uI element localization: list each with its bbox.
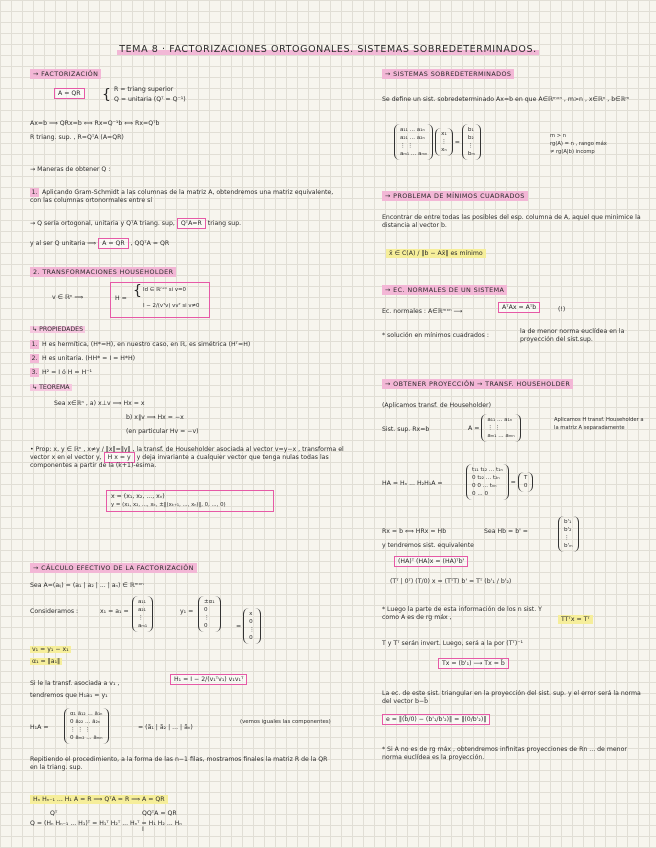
normales-triple: (!) xyxy=(558,306,566,313)
h1a-matrix: α₁ ã₁₂ ... ã₁ₙ 0 ã₂₂ ... ã₂ₙ ⋮ ⋮ ⋮ 0 ãₘ₂ ... ãₘₙ xyxy=(64,708,109,744)
b-matrix: b'₁ b'₂ ⋮ b'ₘ xyxy=(558,516,579,552)
eq-matrix: = x 0 ⋮ 0 xyxy=(236,608,261,644)
minimos-box: x̄ ∈ C(A) / ‖b − Ax̄‖ es mínimo xyxy=(386,250,486,258)
normales-line: Ec. normales : A∈ℝᵐˣⁿ ⟶ xyxy=(382,308,463,315)
teorema-title: ↳ TEOREMA xyxy=(32,384,70,391)
h1a-cols: = (ã₁ | ã₂ | ... | ãₙ) xyxy=(138,724,193,731)
sistemas-matrix: a₁₁ ... a₁ₙ a₂₁ ... a₂ₙ ⋮ ⋮ aₘ₁ ... aₘₙ x₁ ⋮ xₙ = b₁ b₂ ⋮ bₘ xyxy=(394,124,481,160)
prop-1: 1. H es hermítica, (H*=H), en nuestro caso, en ℝ, es simétrica (Hᵀ=H) xyxy=(31,341,251,348)
gram-line-2: → Q sería ortogonal, unitaria y QᵀA triang. sup, QᵀA=R triang sup. xyxy=(30,220,242,227)
i-mark: I xyxy=(142,826,144,833)
sea-hb: Sea Hb = b' = xyxy=(484,528,528,535)
ortogonal-header: → OBTENER PROYECCIÓN → TRANSF. HOUSEHOLDER xyxy=(382,380,573,388)
factorizacion-line-2: R triang. sup. , R=QᵀA (A=QR) xyxy=(30,134,124,141)
sistemas-note-3: ≠ rg(A|b) incomp xyxy=(550,149,595,155)
luego-note: * Luego la parte de esta información de los n sist. Y como A es de rg máx , xyxy=(382,606,542,621)
maneras-line: → Maneras de obtener Q : xyxy=(30,166,111,173)
ortogonal-p1: (Aplicamos transf. de Householder) xyxy=(382,402,491,409)
tt-eq: (Tᵀ | 0ᵀ) (T/0) x = (TᵀT) b' = Tᵀ (b'₁ / b'₂) xyxy=(390,578,512,585)
factorizacion-header: → FACTORIZACIÓN xyxy=(30,70,101,78)
h1-box: H₁ = I − 2/(v₁ᵀv₁) v₁v₁ᵀ xyxy=(170,676,247,684)
ha-matrix: t₁₁ t₁₂ ... t₁ₙ 0 t₂₂ ... t₂ₙ 0 0 ... tₙₙ 0 ... 0 = T 0 xyxy=(466,464,533,500)
h1a-label: H₁A = xyxy=(30,724,49,731)
prop-statement: • Prop: x, y ∈ ℝⁿ , x≠y / ‖x‖=‖y‖ , la transf. de Householder asociada al vector v=y−x , transforma el vector x en el vector y, H x = y y deja invariante a cualquier vector que tenga nulas todas las componentes a partir de la (k+1)-ésima. xyxy=(30,446,344,469)
si-le: Si le la transf. asociada a v₁ , xyxy=(30,680,120,687)
householder-def-box: H = { Id ∈ ℝⁿˣⁿ si v=0 I − 2/(vᵀv) vvᵀ si v≠0 xyxy=(110,282,210,318)
minimos-header: → PROBLEMA DE MÍNIMOS CUADRADOS xyxy=(382,192,528,200)
x1-label: x₁ = a₁ = xyxy=(100,608,129,615)
prop-2: 2. H es unitaria. (HH* = I = H*H) xyxy=(31,355,136,362)
page-title: TEMA 8 · FACTORIZACIONES ORTOGONALES. SISTEMAS SOBREDETERMINADOS. xyxy=(119,44,537,55)
tyt-line: T y Tᵀ serán invert. Luego, será a la por (Tᵀ)⁻¹ xyxy=(382,640,524,647)
teorema-2: b) x∥v ⟹ Hx = −x xyxy=(126,414,184,421)
normales-sol: * solución en mínimos cuadrados : xyxy=(382,332,489,339)
sistemas-p1: Se define un sist. sobredeterminado Ax=b en que A∈ℝᵐˣⁿ , m>n , x∈ℝⁿ , b∈ℝᵐ xyxy=(382,96,630,103)
x1-matrix: a₁₁ a₂₁ ⋮ aₘ₁ xyxy=(132,596,153,632)
gram-line-3: y al ser Q unitaria ⟹ A = QR , QQᵀA = QR xyxy=(30,240,170,247)
hn-chain: Hₙ Hₙ₋₁ ... H₁ A = R ⟹ QᵀA = R ⟹ A = QR xyxy=(30,796,168,804)
xy-vector-box: x = (x₁, x₂, ..., xₙ) y = (x₁, x₂, ..., xₖ, ±‖(xₖ₊₁, ..., xₙ)‖, 0, ..., 0) xyxy=(106,490,274,512)
factorizacion-line-1: Ax=b ⟹ QRx=b ⟺ Rx=Q⁻¹b ⟺ Rx=Qᵀb xyxy=(30,120,160,127)
householder-title: 2. TRANSFORMACIONES HOUSEHOLDER xyxy=(30,268,176,276)
la-ec: La ec. de este sist. triangular en la proyección del sist. sup. y el error será la norma del vector b−b̄ xyxy=(382,690,641,705)
rx-eq: Rx = b ⟺ HRx = Hb xyxy=(382,528,447,535)
sistemas-note-2: rg(A) = n , rango máx xyxy=(550,141,607,147)
y1-label: y₁ = xyxy=(180,608,194,615)
ha-label: HA = Hₙ ... H₂H₁A = xyxy=(382,480,443,487)
y1-matrix: ±α₁ 0 ⋮ 0 xyxy=(198,596,221,632)
v1-eq: v₁ = y₁ − x₁ xyxy=(32,646,69,653)
err-box: e = ‖(b̄/0) − (b'₁/b'₂)‖ = ‖(0/b'₂)‖ xyxy=(382,716,490,724)
sistemas-note-1: m > n xyxy=(550,133,566,139)
prop-3: 3. H² = I ó H = H⁻¹ xyxy=(31,369,92,376)
final-note: * Si A no es de rg máx , obtendremos infinitas proyecciones de Rn ... de menor norma euclídea es la proyección. xyxy=(382,746,627,761)
normales-header: → EC. NORMALES DE UN SISTEMA xyxy=(382,286,507,294)
gram-schmidt-paragraph: 1. Aplicando Gram-Schmidt a las columnas de la matriz A, obtendremos una matriz equivalente, con las columnas ortonormales entre sí xyxy=(30,189,334,204)
consideramos: Consideramos : xyxy=(30,608,79,615)
aqr-box: A = QR xyxy=(54,90,85,98)
normales-box: AᵀAx = Aᵀb xyxy=(498,304,540,312)
vemos-note: (vemos iguales las componentes) xyxy=(240,719,331,725)
calculo-line-1: Sea A=(aᵢⱼ) = (a₁ | a₂ | ... | aₙ) ∈ ℝᵐˣⁿ xyxy=(30,582,144,589)
brace-line-2: Q = unitaria (Qᵀ = Q⁻¹) xyxy=(114,96,186,103)
qt-label: Qᵀ xyxy=(50,810,58,817)
ttt-box: TTᵀx = Tᵀ xyxy=(558,616,593,624)
brace: { xyxy=(102,87,111,103)
calculo-header: → CÁLCULO EFECTIVO DE LA FACTORIZACIÓN xyxy=(30,564,197,572)
householder-v: v ∈ ℝⁿ ⟹ xyxy=(52,294,84,301)
hmm: y tendremos sist. equivalente xyxy=(382,542,474,549)
teorema-1: Sea x∈ℝⁿ , a) x⊥v ⟹ Hx = x xyxy=(54,400,145,407)
tendremos: tendremos que H₁a₁ = y₁ xyxy=(30,692,108,699)
minimos-p1: Encontrar de entre todas las posibles del esp. columna de A, aquel que minimice la distancia al vector b. xyxy=(382,214,641,229)
a-matrix: A = a₁₁ ... a₁ₙ ⋮ ⋮ aₘ₁ ... aₘₙ xyxy=(468,414,521,442)
sist-sup: Sist. sup. Rx=b xyxy=(382,426,430,433)
alpha1-eq: α₁ = ‖a₁‖ xyxy=(32,658,61,665)
aplicamos-note: Aplicamos H transf. Householder a la matriz A separadamente xyxy=(554,417,644,431)
ha-box: (HA)ᵀ (HA)x = (HA)ᵀb' xyxy=(394,558,468,566)
brace-line-1: R = triang superior xyxy=(114,86,174,93)
propiedades-title: ↳ PROPIEDADES xyxy=(32,326,84,333)
teorema-3: (en particular Hv = −v) xyxy=(126,428,199,435)
qqt-line: QQᵀA = QR xyxy=(142,810,177,817)
repitiendo: Repitiendo el procedimiento, a la forma de las n−1 filas, mostramos finales la matriz R de la QR en la triang. sup. xyxy=(30,756,328,771)
normales-sol2: la de menor norma euclídea en la proyección del sist.sup. xyxy=(520,328,625,343)
bottom-line: Q = (Hₙ Hₙ₋₁ ... H₁)ᵀ = H₁ᵀ H₂ᵀ ... Hₙᵀ = H₁ H₂ ... Hₙ xyxy=(30,820,182,827)
sistemas-header: → SISTEMAS SOBREDETERMINADOS xyxy=(382,70,514,78)
final-box: Tx = (b'₁) ⟶ Tx = b̄ xyxy=(438,660,509,668)
